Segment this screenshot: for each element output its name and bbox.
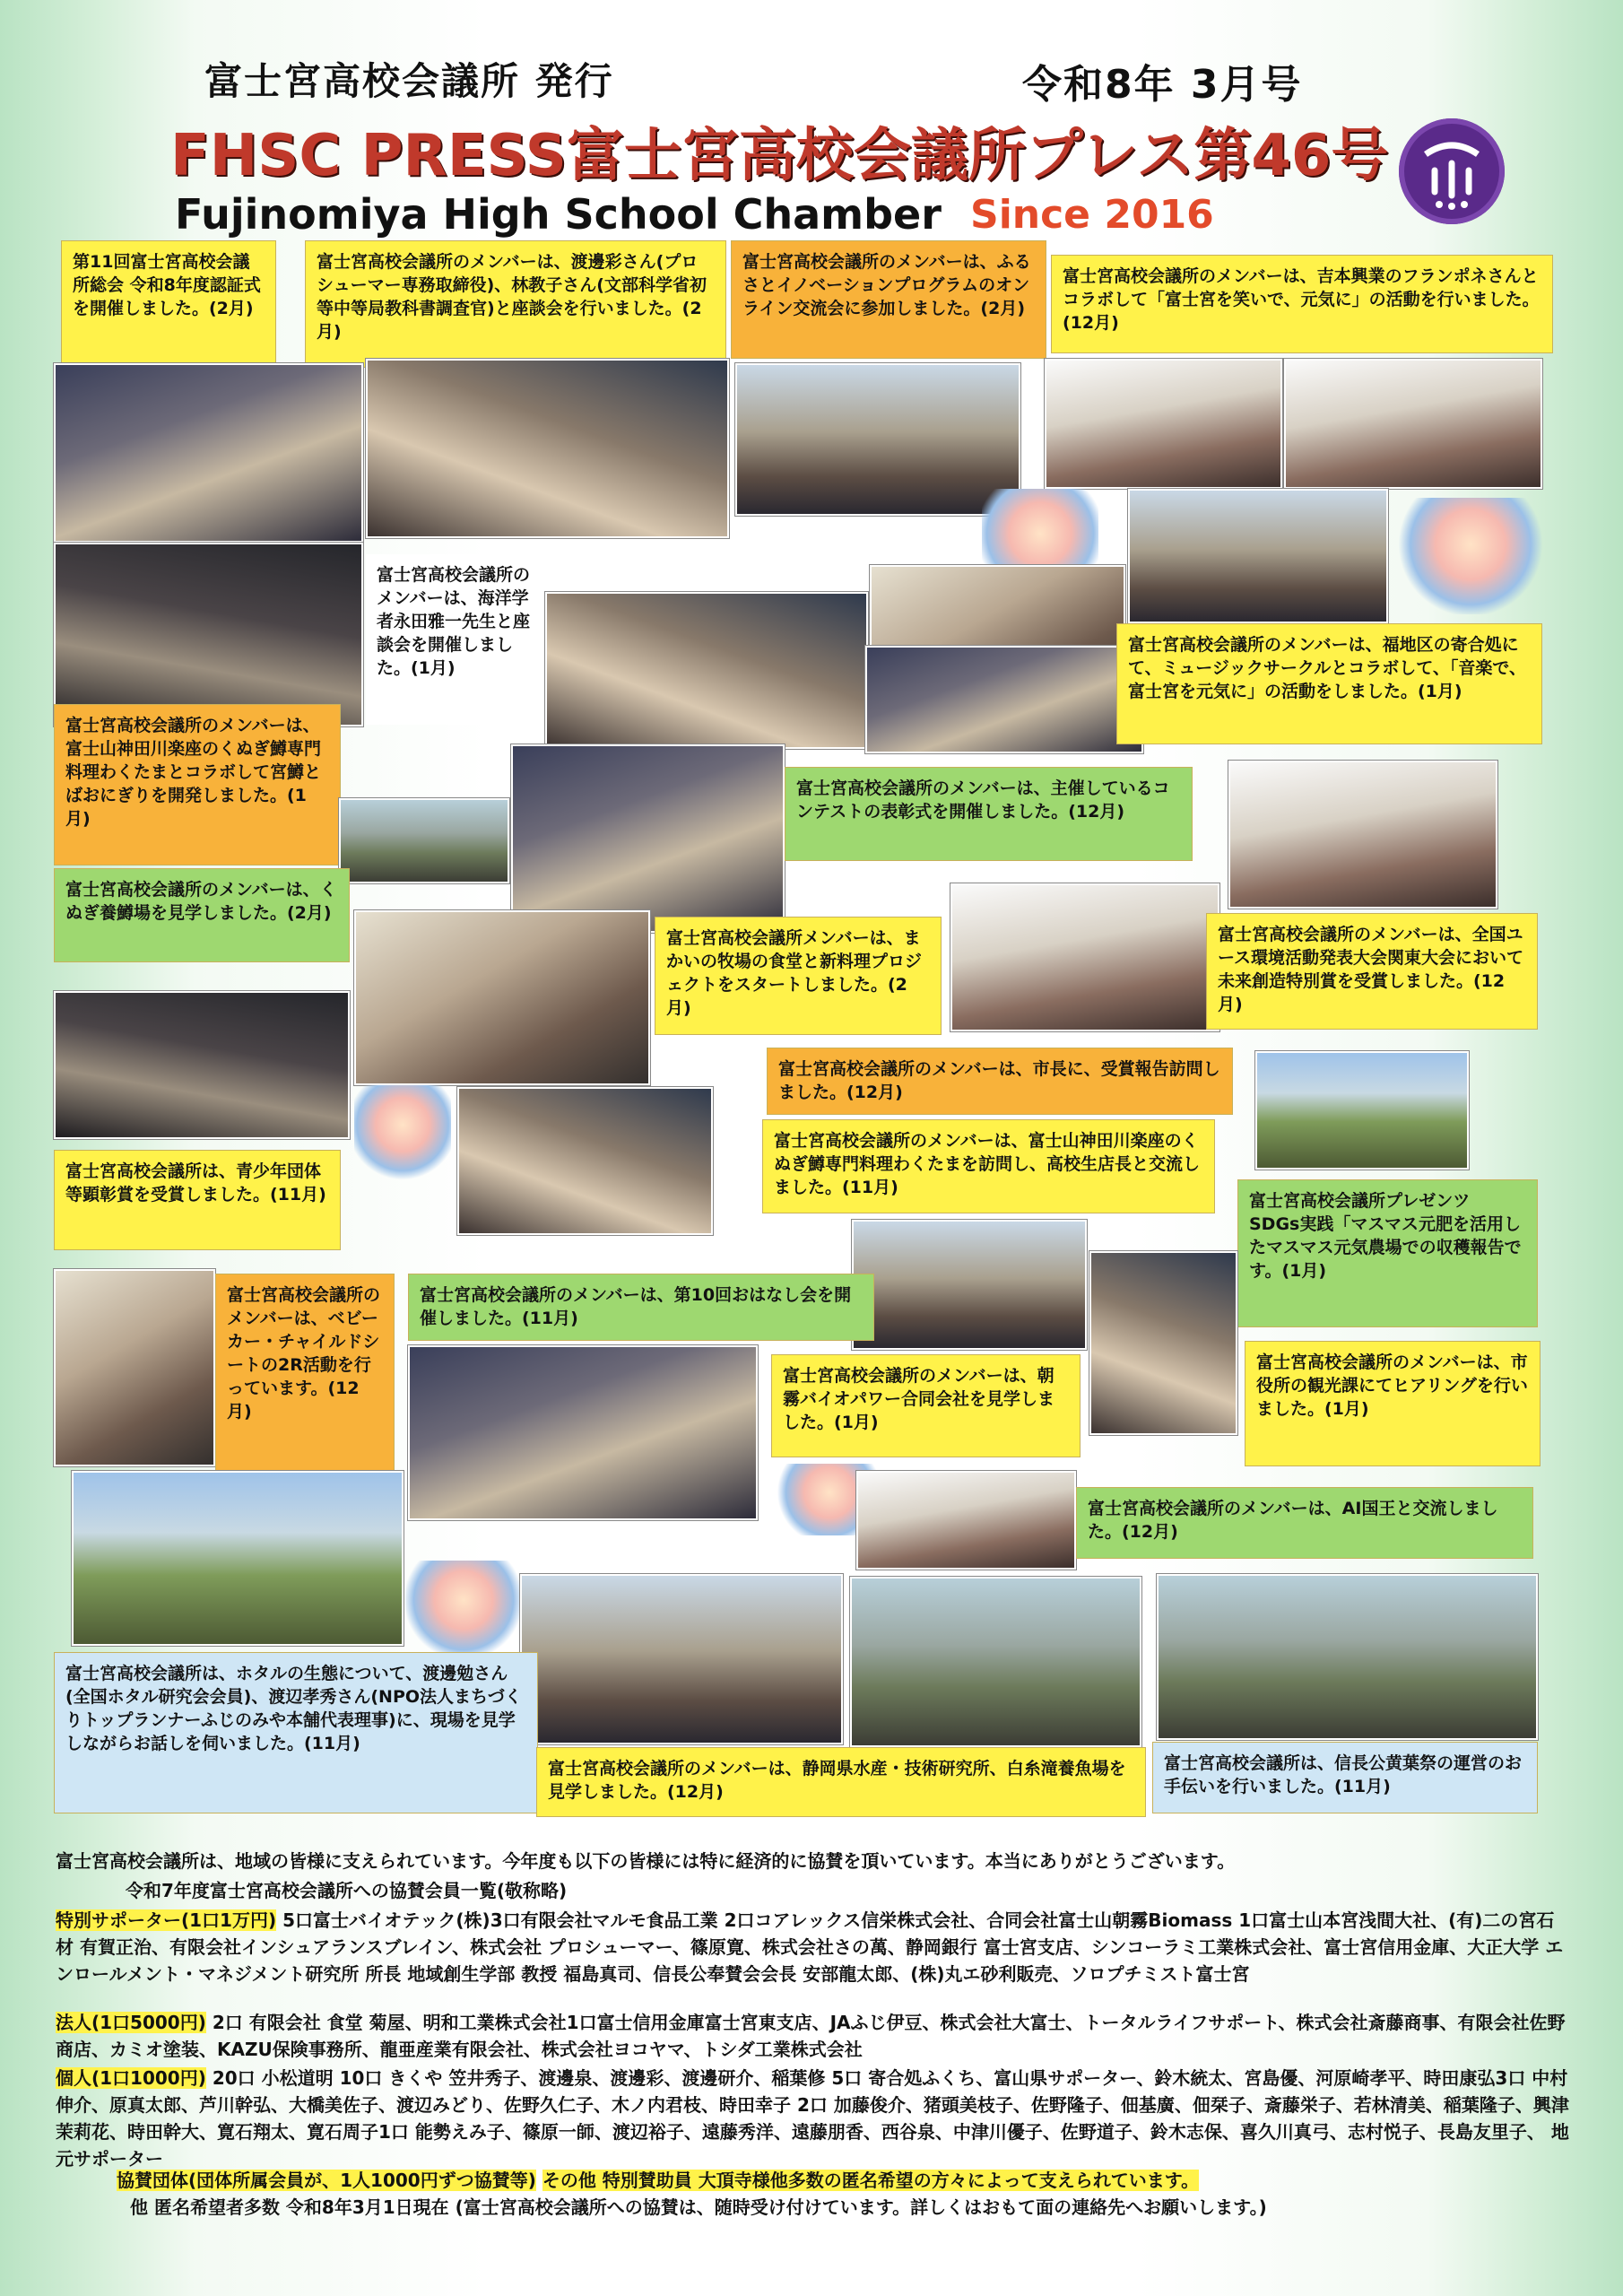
sponsor-corporate [56,2009,1571,2063]
sponsor-special [56,1907,1571,1987]
illustration-students-2 [1399,498,1542,614]
illustration-group [405,1561,522,1659]
caption-roundtable-feb: 富士宮高校会議所のメンバーは、渡邊彩さん(プロシューマー専務取締役)、林教子さん(文部科学省初等中等局教科書調査官)と座談会を行いました。(2月) [305,240,726,368]
special-supporter-label: 特別サポーター(1口1万円) [56,1909,277,1931]
corporate-list: 2口 有限会社 食堂 菊屋、明和工業株式会社1口富士信用金庫富士宮東支店、JAふじ伊豆、株式会社大富士、トータルライフサポート、株式会社斎藤商事、有限会社佐野商店、カミオ塗装、KAZU保険事務所、龍亜産業有限会社、株式会社ヨコヤマ、トシダ工業株式会社 [56,2012,1566,2060]
photo-youth-award [54,991,350,1139]
photo-fuji-landscape [852,1220,1087,1350]
photo-online-exchange [735,363,1020,516]
logo-mark-icon [1399,118,1505,224]
individual-list: 20口 小松道明 10口 きくや 笠井秀子、渡邊泉、渡邊彩、渡邊研介、稲葉修 5口 寄合処ふくち、富山県サポーター、鈴木統太、宮島優、河原崎孝平、時田康弘3口 中村伸介、原真太郎、芦川幹弘、大橋美佐子、渡辺みどり、佐野久仁子、木ノ内君枝、時田幸子 2口 加藤俊介、猪頭美枝子、佐野隆子、佃基廣、佃栞子、斎藤栄子、若林清美、稲葉隆子、興津茉莉花、時田幹大、寛石翔太、寛石周子1口 能勢えみ子、篠原一師、渡辺裕子、遠藤秀洋、遠藤朋香、西谷泉、中津川優子、佐野道子、鈴木志保、喜久川真弓、志村悦子、長島友里子、 地元サポーター [56,2067,1569,2170]
caption-music-circle: 富士宮高校会議所のメンバーは、福地区の寄合処にて、ミュージックサークルとコラボして、「音楽で、富士宮を元気に」の活動をしました。(1月) [1116,623,1542,744]
caption-sdgs-harvest: 富士宮高校会議所プレゼンツ SDGs実践「マスマス元肥を活用したマスマス元気農場での収穫報告です。(1月) [1237,1179,1538,1327]
photo-aquaculture-1 [520,1574,843,1744]
sponsor-footer: 他 匿名希望者多数 令和8年3月1日現在 (富士宮高校会議所への協賛は、随時受け付けています。詳しくはおもて面の連絡先へお願いします。) [130,2196,1267,2218]
organization-text: その他 特別賛助員 大頂寺様他多数の匿名希望の方々によって支えられています。 [542,2170,1200,2191]
caption-yoshimoto-collab: 富士宮高校会議所のメンバーは、吉本興業のフランポネさんとコラボして「富士宮を笑いで、元気に」の活動を行いました。(12月) [1051,255,1553,353]
photo-roundtable-feb [366,359,729,538]
photo-firefly-tour [72,1471,404,1646]
photo-ocean-scholar [54,543,363,726]
photo-festival [1157,1574,1538,1740]
photo-ocean-scholar-2 [545,592,868,749]
caption-baby-car-seat: 富士宮高校会議所のメンバーは、ベビーカー・チャイルドシートの2R活動を行っています。(12月) [215,1274,395,1475]
photo-music-circle-2 [1128,489,1388,623]
caption-wakutama-visit: 富士宮高校会議所のメンバーは、富士山神田川楽座のくぬぎ鱒専門料理わくたまを訪問し、高校生店長と交流しました。(11月) [762,1119,1215,1213]
photo-harvest-field [1255,1051,1469,1170]
photo-yoshimoto-2 [1284,359,1542,489]
photo-city-office [1089,1251,1237,1435]
since-label: Since 2016 [970,192,1214,238]
caption-asagiri-biopower: 富士宮高校会議所のメンバーは、朝霧バイオパワー合同会社を見学しました。(1月) [771,1354,1081,1457]
publisher-line: 富士宮高校会議所 発行 [204,59,614,103]
sponsor-individual [56,2065,1571,2172]
caption-aquaculture: 富士宮高校会議所のメンバーは、静岡県水産・技術研究所、白糸滝養魚場を見学しました。(12月) [536,1747,1146,1817]
caption-contest-award: 富士宮高校会議所のメンバーは、主催しているコンテストの表彰式を開催しました。(12月) [785,767,1193,861]
caption-kunugi-fish-farm: 富士宮高校会議所のメンバーは、くぬぎ養鱒場を見学しました。(2月) [54,868,350,962]
caption-ai-king: 富士宮高校会議所のメンバーは、AI国王と交流しました。(12月) [1076,1487,1533,1559]
individual-label: 個人(1口1000円) [56,2067,206,2089]
sponsor-organizations [117,2167,1551,2194]
photo-makaino-farm [354,910,650,1085]
illustration-mascot [354,1085,451,1184]
caption-youth-group-award: 富士宮高校会議所は、青少年団体等顕彰賞を受賞しました。(11月) [54,1150,341,1250]
organization-label: 協賛団体(団体所属会員が、1人1000円ずつ協賛等) [117,2170,536,2191]
photo-fishery [339,798,509,883]
photo-music-circle-3 [865,646,1143,753]
photo-ai-king [856,1471,1076,1570]
press-title-latin: FHSC PRESS [170,123,567,189]
subtitle: Fujinomiya High School Chamber [175,190,942,239]
photo-youth-environment [1228,761,1497,909]
press-title-jp: 富士宮高校会議所プレス第46号 [566,123,1389,189]
caption-ocean-scholar: 富士宮高校会議所のメンバーは、海洋学者永田雅一先生と座談会を開催しました。(1月) [366,554,542,725]
special-supporter-list: 5口富士バイオテック(株)3口有限会社マルモ食品工業 2口コアレックス信栄株式会社、合同会社富士山朝霧Biomass 1口富士山本宮浅間大社、(有)二の宮石材 有賀正治、有限会社インシュアランスブレイン、株式会社 プロシューマー、篠原寛、株式会社さの萬、静岡銀行 富士宮支店、シンコーラミ工業株式会社、富士宮信用金庫、大正大学 エンロールメント・マネジメント研究所 所長 地域創生学部 教授 福島真司、信長公奉賛会会長 安部龍太郎、(株)丸エ砂利販売、ソロプチミスト富士宮 [56,1909,1564,1985]
chamber-logo [1399,118,1505,224]
caption-storytelling: 富士宮高校会議所のメンバーは、第10回おはなし会を開催しました。(11月) [408,1274,874,1341]
photo-contest-award [511,744,785,933]
issue-date: 令和8年 3月号 [1022,62,1303,108]
photo-storytelling [408,1345,758,1520]
photo-aquaculture-2 [850,1577,1141,1747]
caption-general-meeting: 第11回富士宮高校会議所総会 令和8年度認証式を開催しました。(2月) [61,240,276,368]
photo-mayor-visit [950,883,1219,1031]
press-title [170,109,1388,192]
caption-wakutama-onigiri: 富士宮高校会議所のメンバーは、富士山神田川楽座のくぬぎ鱒専門料理わくたまとコラボして宮鱒とばおにぎりを開発しました。(1月) [54,704,341,865]
photo-general-meeting [54,363,363,543]
caption-furusato-innovation: 富士宮高校会議所のメンバーは、ふるさとイノベーションプログラムのオンライン交流会に参加しました。(2月) [731,240,1046,359]
caption-nobunaga-festival: 富士宮高校会議所は、信長公黄葉祭の運営のお手伝いを行いました。(11月) [1152,1742,1538,1813]
corporate-label: 法人(1口5000円) [56,2012,206,2033]
sponsor-list-title: 令和7年度富士宮高校会議所への協賛会員一覧(敬称略) [126,1880,568,1901]
caption-youth-environment-award: 富士宮高校会議所のメンバーは、全国ユース環境活動発表大会関東大会において未来創造特別賞を受賞しました。(12月) [1206,913,1538,1030]
caption-makaino-farm: 富士宮高校会議所メンバーは、まかいの牧場の食堂と新料理プロジェクトをスタートしました。(2月) [655,917,942,1035]
sponsor-intro: 富士宮高校会議所は、地域の皆様に支えられています。今年度も以下の皆様には特に経済的に協賛を頂いています。本当にありがとうございます。 [56,1850,1236,1872]
photo-wakutama-visit [457,1087,713,1235]
caption-firefly: 富士宮高校会議所は、ホタルの生態について、渡邊勉さん(全国ホタル研究会会員)、渡辺孝秀さん(NPO法人まちづくりトップランナーふじのみや本舗代表理事)に、現場を見学しながらお話しを伺いました。(11月) [54,1652,538,1813]
caption-mayor-report: 富士宮高校会議所のメンバーは、市長に、受賞報告訪問しました。(12月) [767,1048,1233,1115]
photo-yoshimoto-1 [1045,359,1282,489]
photo-baby-car-seat [54,1269,215,1466]
caption-tourism-hearing: 富士宮高校会議所のメンバーは、市役所の観光課にてヒアリングを行いました。(1月) [1245,1341,1541,1466]
